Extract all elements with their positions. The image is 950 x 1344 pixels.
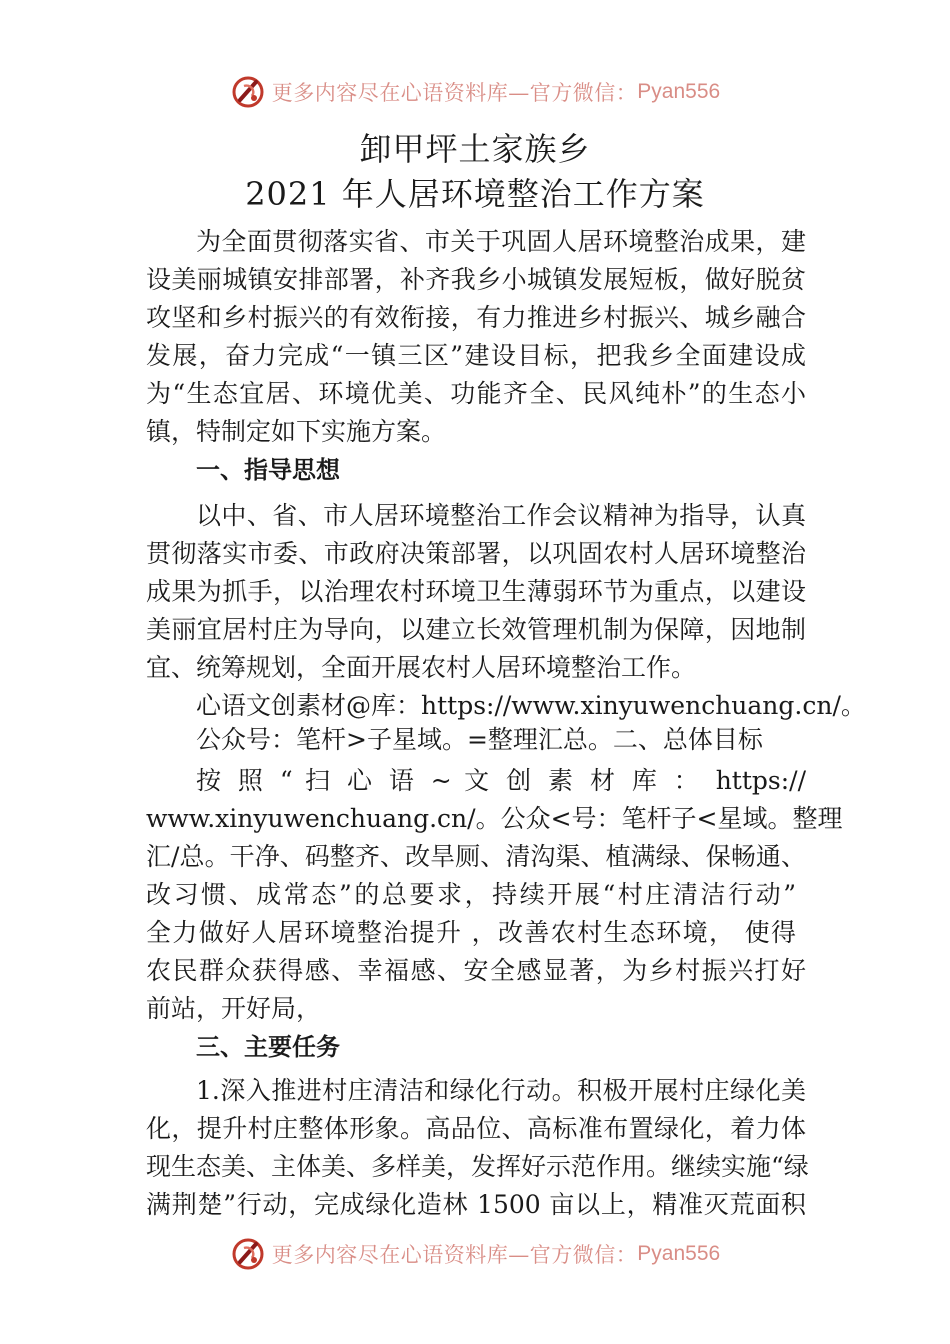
paragraph-line: www.xinyuwenchuang.cn/。公众<号：笔杆子<星域。整理: [146, 804, 843, 833]
banner-wechat-id: Pyan556: [637, 1242, 721, 1265]
paragraph-line: 满荆楚”行动，完成绿化造林 1500 亩以上，精准灭荒面积: [146, 1190, 806, 1219]
paragraph-line: 设美丽城镇安排部署，补齐我乡小城镇发展短板，做好脱贫: [146, 265, 806, 294]
header-banner: [0, 70, 950, 114]
paragraph-line: 改习惯、成常态”的总要求，持续开展“村庄清洁行动”: [146, 880, 796, 909]
paragraph-line: 以中、省、市人居环境整治工作会议精神为指导，认真: [196, 501, 806, 530]
paragraph-line: 汇/总。干净、码整齐、改旱厕、清沟渠、植满绿、保畅通、: [146, 842, 806, 871]
paragraph-line: 1.深入推进村庄清洁和绿化行动。积极开展村庄绿化美: [196, 1076, 806, 1105]
logo-icon: [230, 1236, 266, 1272]
paragraph-line: 镇，特制定如下实施方案。: [146, 417, 447, 446]
section-heading: 一、指导思想: [196, 456, 340, 484]
paragraph-line: 按 照 “ 扫 心 语 ~ 文 创 素 材 库 ： https://: [196, 766, 806, 795]
banner-text: 更多内容尽在心语资料库—官方微信：: [271, 1243, 638, 1267]
section-heading: 三、主要任务: [196, 1033, 340, 1061]
paragraph-line: 现生态美、主体美、多样美，发挥好示范作用。继续实施“绿: [146, 1152, 809, 1181]
logo-icon: [230, 74, 266, 110]
inserted-line: 心语文创素材@库：https://www.xinyuwenchuang.cn/。: [196, 691, 866, 720]
banner-text: 更多内容尽在心语资料库—官方微信：: [271, 81, 638, 105]
paragraph-line: 为“生态宜居、环境优美、功能齐全、民风纯朴”的生态小: [146, 379, 806, 408]
inserted-line: 公众号：笔杆>子星域。=整理汇总。二、总体目标: [196, 725, 763, 754]
paragraph-line: 化，提升村庄整体形象。高品位、高标准布置绿化，着力体: [146, 1114, 806, 1143]
paragraph-line: 农民群众获得感、幸福感、安全感显著，为乡村振兴打好: [146, 956, 806, 985]
paragraph-line: 成果为抓手，以治理农村环境卫生薄弱环节为重点，以建设: [146, 577, 806, 606]
paragraph-line: 攻坚和乡村振兴的有效衔接，有力推进乡村振兴、城乡融合: [146, 303, 806, 332]
footer-banner: [0, 1232, 950, 1276]
paragraph-line: 为全面贯彻落实省、市关于巩固人居环境整治成果，建: [196, 227, 806, 256]
banner-wechat-id: Pyan556: [637, 80, 721, 103]
document-title: 卸甲坪土家族乡: [359, 130, 591, 168]
paragraph-line: 美丽宜居村庄为导向，以建立长效管理机制为保障，因地制: [146, 615, 806, 644]
paragraph-line: 发展，奋力完成“一镇三区”建设目标，把我乡全面建设成: [146, 341, 806, 370]
paragraph-line: 贯彻落实市委、市政府决策部署，以巩固农村人居环境整治: [146, 539, 806, 568]
paragraph-line: 全力做好人居环境整治提升 ，改善农村生态环境， 使得: [146, 918, 796, 947]
document-subtitle: 2021 年人居环境整治工作方案: [245, 175, 705, 213]
paragraph-line: 前站，开好局，: [146, 994, 322, 1023]
paragraph-line: 宜、统筹规划，全面开展农村人居环境整治工作。: [146, 653, 697, 682]
